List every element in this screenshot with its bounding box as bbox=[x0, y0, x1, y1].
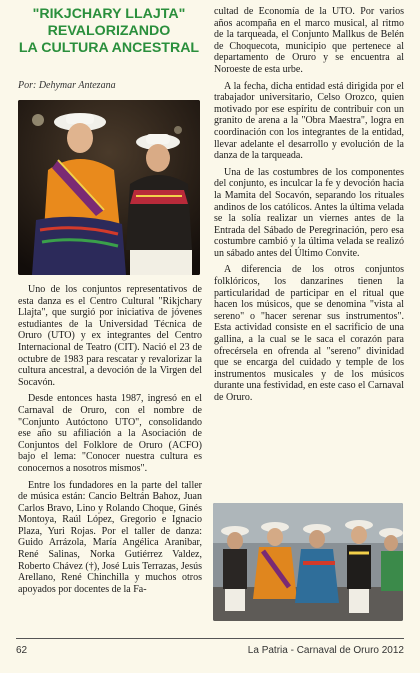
dancers-photo-illustration bbox=[18, 100, 200, 275]
title-line-2: REVALORIZANDO bbox=[47, 23, 171, 39]
parade-photo-illustration bbox=[213, 503, 403, 621]
paragraph: Entre los fundadores en la parte del taller de música están: Cancio Beltrán Bahoz, Juan Carlos Bravo, Lino y Rolando Choque, Ginés Montoya, Raúl López, Gregorio e Ignacio Plaza, Yuri Rojas. Por el taller de danza: Guido Arrázola, María Angélica Aranibar, René Salinas, Norka Gutiérrez Valdez, Roberto Chávez (†), José Luis Terrazas, Jesús Arellano, René Chinchilla y muchos otros apoyados por docentes de la Fa- bbox=[18, 479, 202, 595]
page-number: 62 bbox=[16, 645, 28, 656]
article-body-right bbox=[214, 6, 404, 409]
parade-photo bbox=[213, 503, 403, 621]
article-byline: Por: Dehymar Antezana bbox=[18, 80, 116, 91]
paragraph: Una de las costumbres de los componentes del conjunto, es inculcar la fe y devoción hacia la Mamita del Socavón, separando los rituales andinos de los católicos. Antes la última velada se la solía realizar un viernes antes de la Entrada del Sábado de Peregrinación, pero esa costumbre cambió y la última velada se realizó un sábado antes del Último Convite. bbox=[214, 166, 404, 259]
article-body-left bbox=[18, 284, 202, 600]
paragraph: Uno de los conjuntos representativos de esta danza es el Centro Cultural "Rikjchary Llajta", que surgió por iniciativa de jóvenes estudiantes de la Universidad Técnica de Oruro (UTO) y ex integrantes del Centro Internacional de Teatro (CIT). Nació el 23 de octubre de 1983 para rescatar y revalorizar la cultura ancestral, a devoción de la Virgen del Socavón. bbox=[18, 284, 202, 388]
dancers-photo bbox=[18, 100, 200, 275]
title-line-1: "RIKJCHARY LLAJTA" bbox=[32, 6, 186, 22]
paragraph: cultad de Economía de la UTO. Por varios años acompaña en el marco musical, al ritmo de la tarqueada, el Conjunto Mallkus de Belén de Choquecota, municipio que pertenece al departamento de Oruro y se encuentra al Noroeste de esta urbe. bbox=[214, 6, 404, 75]
paragraph: A la fecha, dicha entidad está dirigida por el trabajador universitario, Celso Orozco, quien motivado por ese espíritu de contribuir con un granito de arena a la "Obra Maestra", logra en coordinación con los integrantes de la entidad, llevar adelante el desarrollo y evolución de la danza de la tarqueada. bbox=[214, 80, 404, 162]
footer-rule bbox=[16, 638, 404, 639]
publication-folio: La Patria - Carnaval de Oruro 2012 bbox=[247, 645, 404, 656]
paragraph: A diferencia de los otros conjuntos folklóricos, los danzarines tienen la particularidad de participar en el ritual que hacen los músicos, que se denomina "vista al sereno" o "hacer serenar sus instrumentos". Esta actividad consiste en el sacrificio de una gallina, a la cual se le saca el corazón para ofrecérsela en ofrenda al "sereno" divinidad que se encarga del cuidado y temple de los instrumentos musicales y de los músicos durante una festividad, en este caso el Carnaval de Oruro. bbox=[214, 264, 404, 403]
title-line-3: LA CULTURA ANCESTRAL bbox=[18, 40, 200, 56]
paragraph: Desde entonces hasta 1987, ingresó en el Carnaval de Oruro, con el nombre de "Conjunto Autóctono UTO", consolidando ese año su afiliación a la Asociación de Conjuntos del Folklore de Oruro (ACFO) bajo el lema: "Conocer nuestra cultura es conocernos a nosotros mismos". bbox=[18, 393, 202, 474]
article-title bbox=[16, 6, 202, 57]
